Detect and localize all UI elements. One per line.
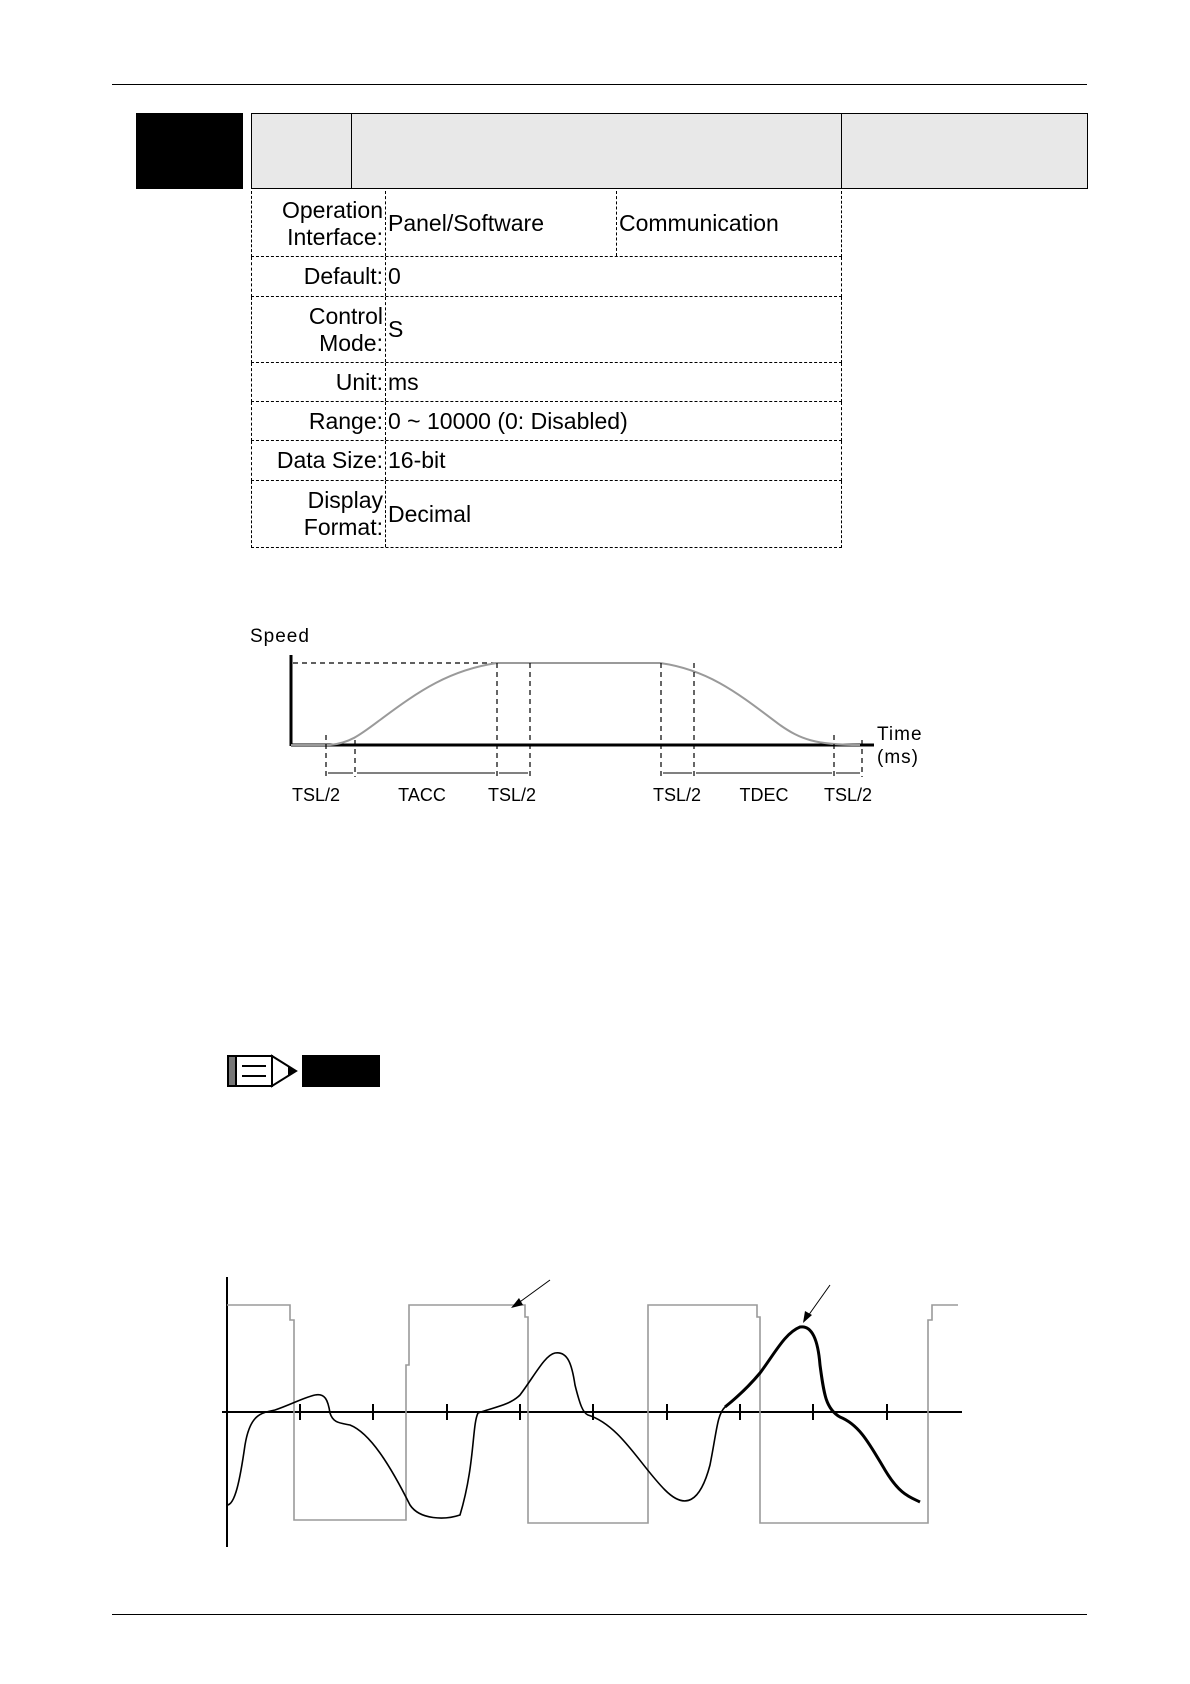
label-display-format: Display Format: bbox=[252, 481, 386, 547]
speed-curve bbox=[291, 663, 860, 745]
segment-markers bbox=[326, 663, 862, 777]
value-default: 0 bbox=[388, 263, 401, 289]
header-cell-address bbox=[841, 113, 1088, 189]
value-control-mode: S bbox=[388, 316, 404, 342]
label-control-mode: Control Mode: bbox=[252, 297, 386, 362]
row-unit bbox=[251, 363, 842, 402]
segment-tsl-2: TSL/2 bbox=[487, 785, 537, 805]
note-icon bbox=[226, 1053, 381, 1089]
header-cell-name bbox=[351, 113, 842, 189]
segment-tsl-4: TSL/2 bbox=[823, 785, 873, 805]
value-display-format: Decimal bbox=[388, 500, 472, 527]
arrow-square-wave bbox=[511, 1280, 550, 1308]
value-communication: Communication bbox=[616, 191, 841, 256]
segment-tsl-3: TSL/2 bbox=[652, 785, 702, 805]
row-control-mode bbox=[251, 297, 842, 363]
value-unit: ms bbox=[388, 368, 419, 395]
value-range: 0 ~ 10000 (0: Disabled) bbox=[388, 407, 628, 434]
response-curve-thin bbox=[227, 1353, 725, 1518]
row-display-format bbox=[251, 481, 842, 548]
row-data-size bbox=[251, 441, 842, 481]
row-range bbox=[251, 402, 842, 441]
segment-tsl-1: TSL/2 bbox=[291, 785, 341, 805]
top-rule bbox=[112, 84, 1087, 85]
label-data-size: Data Size: bbox=[252, 441, 386, 480]
section-tab bbox=[136, 113, 243, 189]
label-range: Range: bbox=[252, 402, 386, 440]
value-data-size: 16-bit bbox=[388, 447, 446, 473]
header-cell-code bbox=[251, 113, 352, 189]
label-default: Default: bbox=[252, 257, 386, 296]
bottom-rule bbox=[112, 1614, 1087, 1615]
response-curve-bold bbox=[725, 1327, 920, 1502]
waveform-plot bbox=[220, 1265, 970, 1555]
row-operation-interface bbox=[251, 191, 842, 257]
speed-label: Speed bbox=[250, 626, 310, 647]
label-operation-interface: Operation Interface: bbox=[252, 191, 386, 256]
s-curve-diagram bbox=[240, 615, 940, 815]
ms-label: (ms) bbox=[877, 747, 919, 768]
segment-tacc: TACC bbox=[398, 785, 446, 805]
label-unit: Unit: bbox=[252, 363, 386, 401]
segment-tdec: TDEC bbox=[739, 785, 789, 805]
arrow-response bbox=[803, 1285, 830, 1323]
time-label: Time bbox=[877, 724, 923, 745]
row-default bbox=[251, 257, 842, 297]
parameter-table bbox=[251, 191, 842, 548]
value-panel-software: Panel/Software bbox=[388, 210, 544, 236]
